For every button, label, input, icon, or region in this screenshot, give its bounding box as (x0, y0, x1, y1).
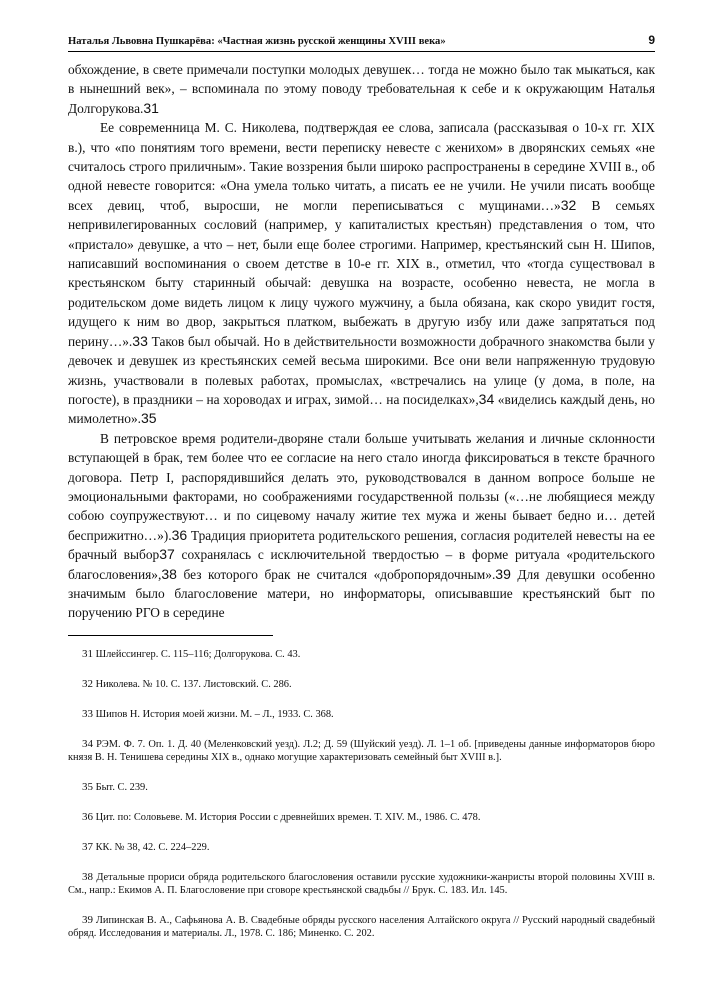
footnote-ref[interactable]: 32 (560, 196, 577, 213)
footnote-text: Шлейссингер. С. 115–116; Долгорукова. С. 43. (95, 648, 301, 660)
footnote (68, 648, 655, 661)
footnote-text: КК. № 38, 42. С. 224–229. (95, 841, 210, 853)
footnote-text: Липинская В. А., Сафьянова А. В. Свадебные обряды русского населения Алтайского округа // Русский народный свадебный обряд. Исследования и материалы. Л., 1978. С. 186; Миненко. С. 202. (68, 914, 655, 939)
footnote-number: 33 (82, 707, 93, 720)
footnote-text: Цит. по: Соловьеве. М. История России с древнейших времен. Т. XIV. М., 1986. С. 478. (95, 811, 481, 823)
footnotes (68, 648, 655, 940)
footnote-ref[interactable]: 37 (159, 546, 175, 563)
page-number: 9 (648, 33, 655, 47)
paragraph-text: В петровское время родители-дворяне стали больше учитывать желания и личные склонности вступающей в брак, тем более что ее согласие на него стало иногда фиксироваться в тексте брачного договора. Петр I, распорядившийся делать это, руководствовался в данном вопросе больше не эмоциональными факторами, но соображениями государственной пользы («…не любящиеся между собою соупружествуют… и по сицевому началу житие тех мужа и жены бывает бедно и… детей беcприжитно…»). (68, 430, 655, 543)
footnote (68, 914, 655, 940)
paragraph-text: «виделись каждый день, но мимолетно». (68, 391, 655, 427)
paragraph (68, 429, 655, 623)
paragraph-text: Ее современница М. С. Николева, подтверждая ее слова, записала (рассказывая о 10-х гг. XIX в.), что «по понятиям того времени, вести переписку невесте с женихом» в дворянских семьях «не считалось строго приличным». Такие воззрения были широко распространены в середине XVIII в., об одной невесте говорится: «Она умела только читать, а писать ее не учили. Не учили писать вообще всех девиц, чтоб, выросши, не могли переписываться с мущинами…» (68, 120, 655, 213)
main-text (68, 60, 655, 623)
paragraph-text: Таков был обычай. Но в действительности возможности добрачного знакомства были у девочек и девушек из крестьянских семей весьма широкими. Все они вели напряженную трудовую жизнь, участвовали в полевых работах, промыслах, «встречались на улице (у дома, в поле, на погосте), в праздники – на хороводах и играх, зимой… на посиделках», (68, 333, 655, 407)
paragraph-text: В семьях непривилегированных сословий (например, у капиталистых крестьян) представления о том, что «пристало» девушке, а что – нет, были еще более строгими. Например, крестьянский сын Н. Шипов, написавший воспоминания о своем детстве в 10-е гг. XIX в., отметил, что «тогда существовал в крестьянском быту старинный обычай: девушка на возрасте, особенно невеста, не могла в родительском доме видеть лицом к лицу чужого мужчину, а была обязана, как скоро увидит гостя, идущего к ним во двор, закрыться платком, выбежать в другую избу или даже запрятаться под перину…». (68, 197, 655, 349)
paragraph-text: Традиция приоритета родительского решения, согласия родителей невесты на ее брачный выбор (68, 527, 655, 563)
footnote-ref[interactable]: 31 (143, 99, 159, 116)
footnote-text: Шипов Н. История моей жизни. М. – Л., 1933. С. 368. (95, 708, 334, 720)
footnote-ref[interactable]: 39 (495, 565, 511, 582)
running-title: Наталья Львовна Пушкарёва: «Частная жизнь русской женщины XVIII века» (68, 36, 446, 47)
footnote-separator (68, 635, 273, 636)
footnote-ref[interactable]: 33 (132, 332, 148, 349)
footnote (68, 841, 655, 854)
footnote-ref[interactable]: 38 (161, 565, 177, 582)
paragraph (68, 60, 655, 118)
footnote-text: Быт. С. 239. (95, 781, 148, 793)
footnote-text: РЭМ. Ф. 7. Оп. 1. Д. 40 (Меленковский уезд). Л.2; Д. 59 (Шуйский уезд). Л. 1–1 об. [приведены данные информаторов бюро князя В. Н. Тенишева середины XIX в., однако могущие характеризовать семейный быт XVIII в.]. (68, 738, 655, 763)
footnote-text: Николева. № 10. С. 137. Листовский. С. 286. (95, 678, 292, 690)
paragraph (68, 118, 655, 429)
paragraph-text: обхождение, в свете примечали поступки молодых девушек… тогда не можно было так мыкаться, как в нынешний век», – вспоминала по этому поводу требовательная к себе и к окружающим Наталья Долгорукова. (68, 62, 655, 116)
footnote-number: 35 (82, 780, 93, 793)
footnote-number: 36 (82, 810, 93, 823)
footnote-text: Детальные прориси обряда родительского благословения оставили русские художники-жанристы второй половины XVIII в. См., напр.: Екимов А. П. Благословение при сговоре крестьянской свадьбы // Брук. С. 183. Ил. 145. (68, 871, 655, 896)
running-header (68, 33, 655, 52)
footnote (68, 708, 655, 721)
footnote (68, 738, 655, 764)
paragraph-text: Для девушки особенно значимым было благословение матери, но информаторы, описывавшие крестьянский быт по поручению РГО в середине (68, 566, 656, 621)
footnote-number: 34 (82, 737, 93, 750)
footnote (68, 678, 655, 691)
footnote-number: 37 (82, 840, 93, 853)
footnote (68, 781, 655, 794)
footnote-number: 39 (82, 913, 93, 926)
paragraph-text: без которого брак не считался «добропорядочным». (176, 566, 496, 582)
footnote-ref[interactable]: 34 (478, 390, 495, 407)
paragraph-text: сохранялась с исключительной твердостью – в форме ритуала «родительского благословения», (68, 547, 655, 582)
footnote (68, 871, 655, 897)
footnote-ref[interactable]: 35 (141, 410, 157, 427)
footnote-number: 31 (82, 647, 93, 660)
footnote (68, 811, 655, 824)
footnote-number: 38 (82, 870, 93, 883)
footnote-ref[interactable]: 36 (171, 526, 188, 543)
footnote-number: 32 (82, 677, 93, 690)
